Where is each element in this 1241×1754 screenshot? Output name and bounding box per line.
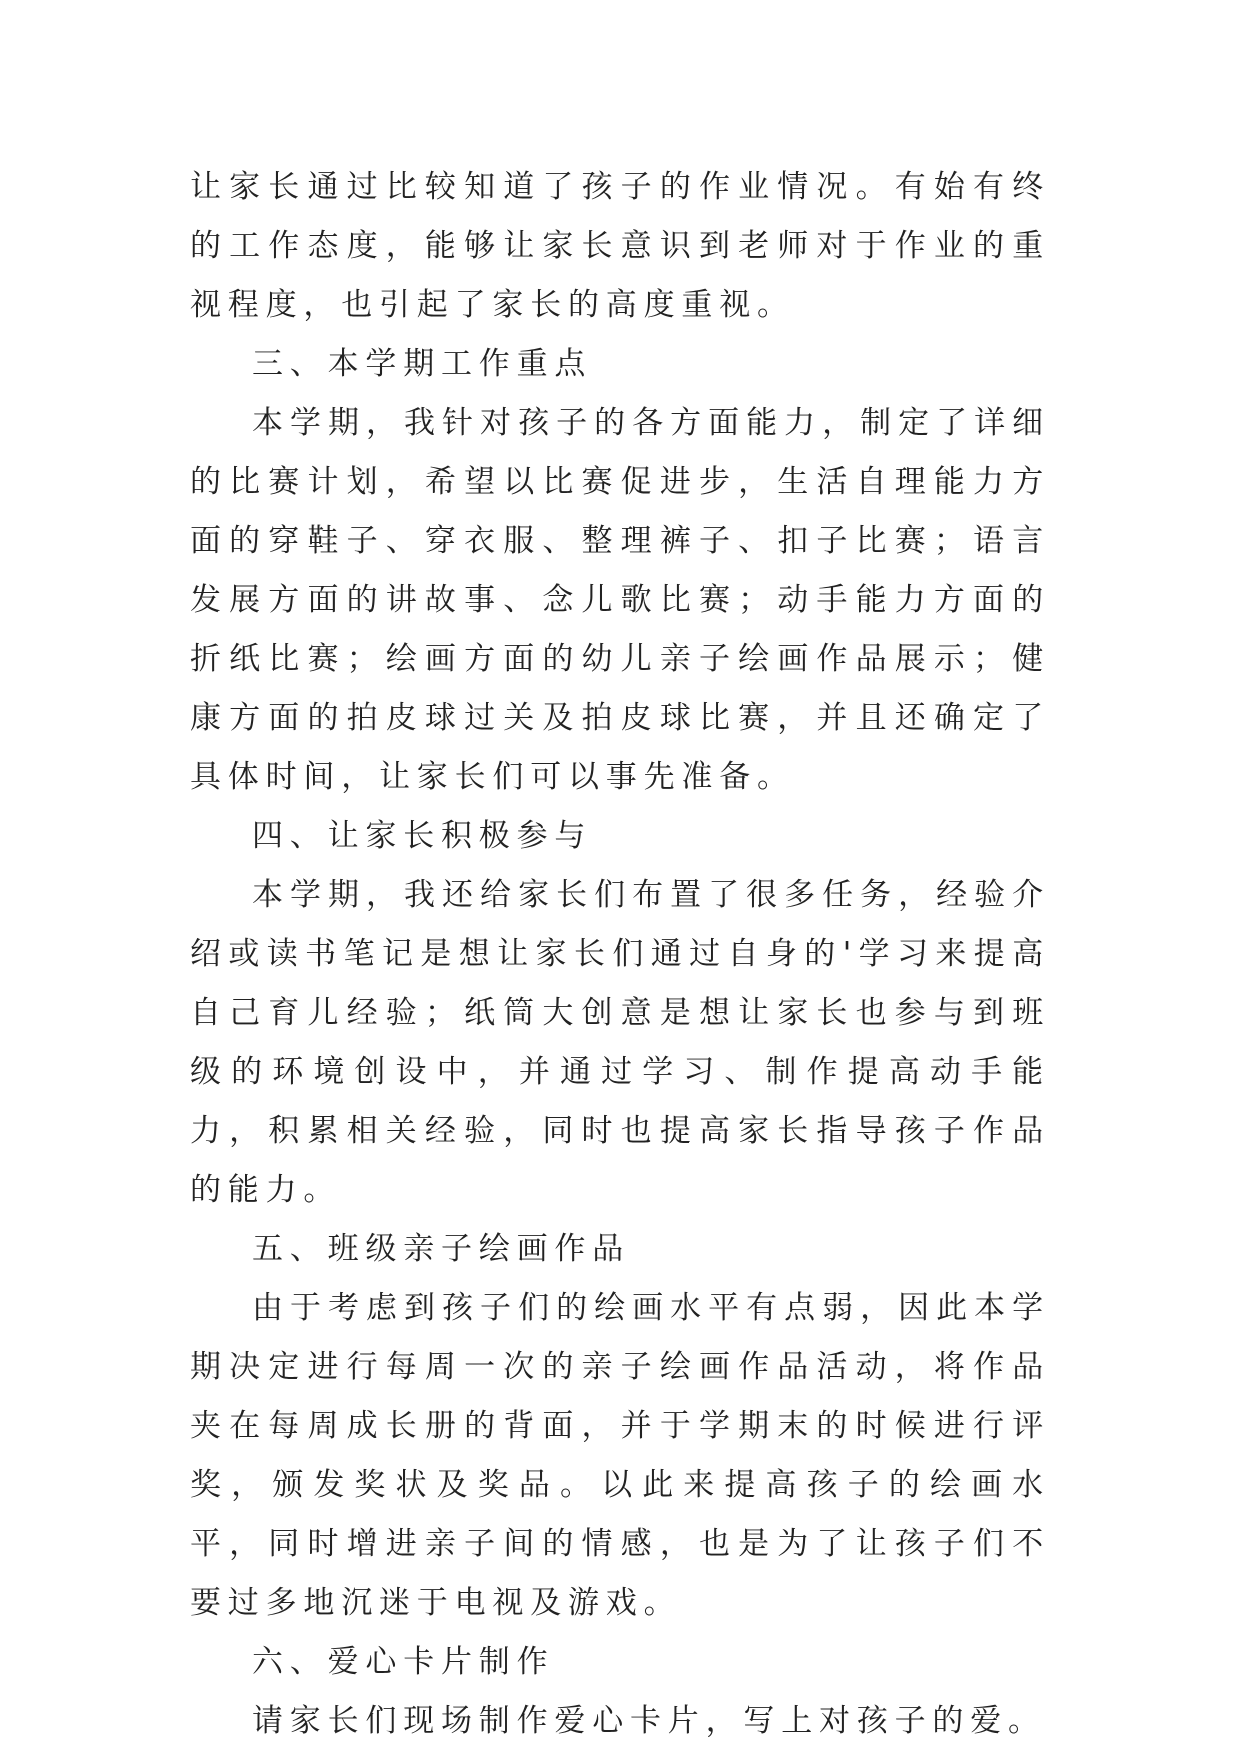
section-heading-3: 三、本学期工作重点 xyxy=(252,346,593,382)
section-heading-4: 四、让家长积极参与 xyxy=(252,818,593,854)
paragraph-section-5: 由于考虑到孩子们的绘画水平有点弱，因此本学期决定进行每周一次的亲子绘画作品活动，将作品夹在每周成长册的背面，并于学期末的时候进行评奖，颁发奖状及奖品。以此来提高孩子的绘画水平，同时增进亲子间的情感，也是为了让孩子们不要过多地沉迷于电视及游戏。 xyxy=(190,1290,1050,1621)
document-body xyxy=(190,158,1050,1751)
paragraph-continued: 让家长通过比较知道了孩子的作业情况。有始有终的工作态度，能够让家长意识到老师对于作业的重视程度，也引起了家长的高度重视。 xyxy=(190,169,1050,323)
paragraph-section-3: 本学期，我针对孩子的各方面能力，制定了详细的比赛计划，希望以比赛促进步，生活自理能力方面的穿鞋子、穿衣服、整理裤子、扣子比赛；语言发展方面的讲故事、念儿歌比赛；动手能力方面的折纸比赛；绘画方面的幼儿亲子绘画作品展示；健康方面的拍皮球过关及拍皮球比赛，并且还确定了具体时间，让家长们可以事先准备。 xyxy=(190,405,1050,795)
paragraph-section-6: 请家长们现场制作爱心卡片，写上对孩子的爱。 xyxy=(252,1703,1046,1739)
section-heading-6: 六、爱心卡片制作 xyxy=(252,1644,555,1680)
section-heading-5: 五、班级亲子绘画作品 xyxy=(252,1231,630,1267)
paragraph-section-4: 本学期，我还给家长们布置了很多任务，经验介绍或读书笔记是想让家长们通过自身的'学习来提高自己育儿经验；纸筒大创意是想让家长也参与到班级的环境创设中，并通过学习、制作提高动手能力，积累相关经验，同时也提高家长指导孩子作品的能力。 xyxy=(190,877,1050,1208)
